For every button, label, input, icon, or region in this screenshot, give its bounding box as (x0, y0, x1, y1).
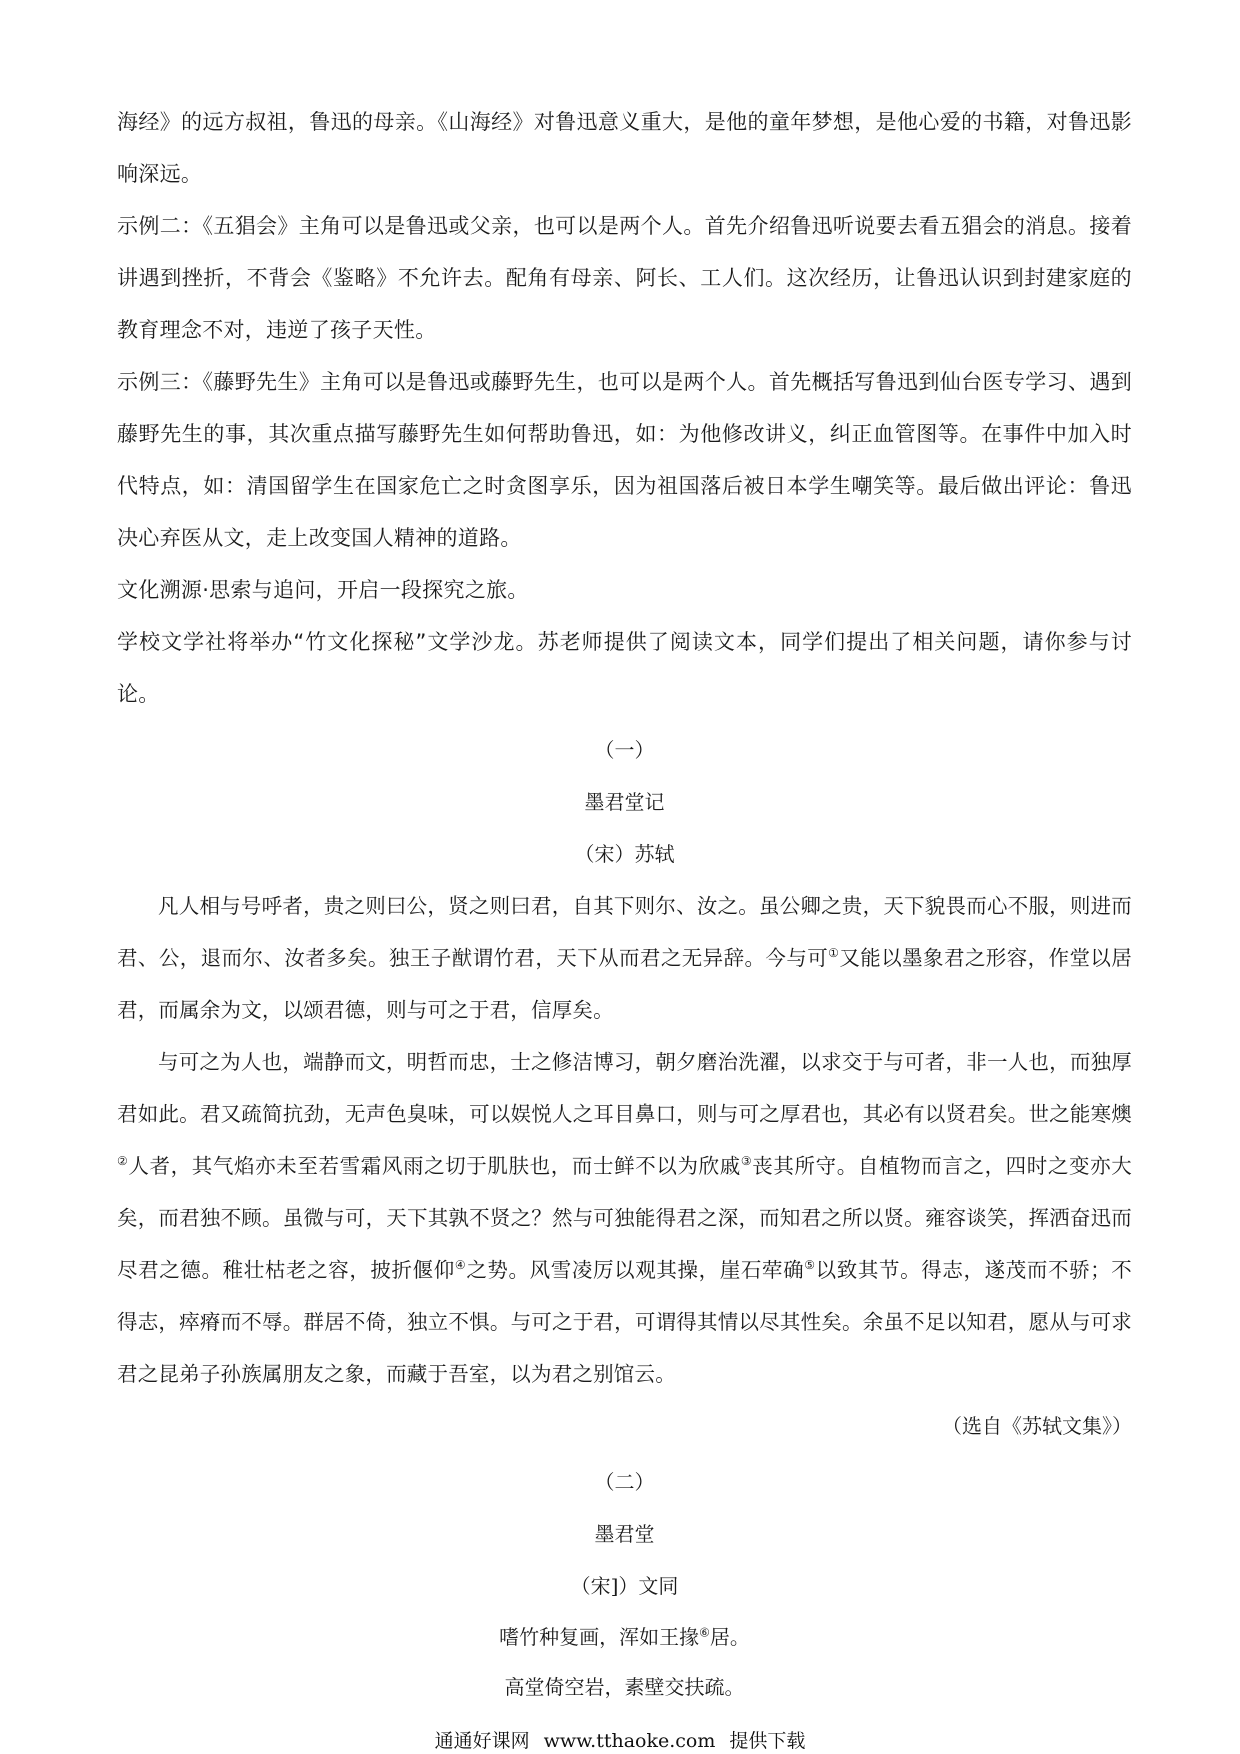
text-one-source: （选自《苏轼文集》） (942, 1414, 1132, 1438)
text-one-p2-part-d: 之势。风雪凌厉以观其操，崖石荦确 (466, 1258, 805, 1282)
text-one-title: 墨君堂记 (584, 790, 665, 814)
footnote-marker-4: ④ (454, 1258, 467, 1273)
text-one-p2-part-c: 丧其所守。自植物而言之，四时之变亦大矣，而君独不顾。虽微与可，天下其孰不贤之？然与可独能得君之深，而知君之所以贤。雍容谈笑，挥洒奋迅而尽君之德。稚壮枯老之容，披折偃仰 (117, 1154, 1132, 1282)
paragraph-example-two: 示例二：《五猖会》主角可以是鲁迅或父亲，也可以是两个人。首先介绍鲁迅听说要去看五猖会的消息。接着讲遇到挫折，不背会《鉴略》不允许去。配角有母亲、阿长、工人们。这次经历，让鲁迅认识到封建家庭的教育理念不对，违逆了孩子天性。 (117, 214, 1132, 342)
footnote-marker-3: ③ (740, 1154, 753, 1169)
text-one-p1-part-a: 凡人相与号呼者，贵之则曰公，贤之则曰君，自其下则尔、汝之。虽公卿之贵，天下貌畏而心不服，则进而君、公，退而尔、汝者多矣。独王子猷谓竹君，天下从而君之无异辞。今与可 (117, 894, 1132, 970)
text-one-p2-part-b: 人者，其气焰亦未至若雪霜风雨之切于肌肤也，而士鲜不以为欣戚 (128, 1154, 741, 1178)
poem-line-1 (117, 1612, 1132, 1662)
footer-tail-text: 提供下载 (729, 1730, 806, 1752)
paragraph-intro-continuation: 海经》的远方叔祖，鲁迅的母亲。《山海经》对鲁迅意义重大，是他的童年梦想，是他心爱的书籍，对鲁迅影响深远。 (117, 110, 1132, 186)
text-two-number: （二） (594, 1470, 655, 1494)
text-two-title: 墨君堂 (594, 1522, 655, 1546)
footer-site-name: 通通好课网 (434, 1730, 530, 1752)
text-one-author: （宋）苏轼 (574, 842, 675, 866)
document-body (117, 96, 1132, 1712)
footnote-marker-6: ⑥ (699, 1625, 710, 1640)
footnote-marker-2: ② (117, 1154, 129, 1169)
footnote-marker-1: ① (828, 946, 840, 961)
poem-line-1-part-b: 居。 (709, 1625, 750, 1649)
text-one-paragraph-1 (117, 880, 1132, 1036)
text-one-p1-part-b: 又能以墨象君之形容，作堂以居君，而属余为文，以颂君德，则与可之于君，信厚矣。 (117, 946, 1132, 1022)
text-two-author: （宋]）文同 (570, 1574, 679, 1598)
poem-line-1-part-a: 嗜竹种复画，浑如王掾 (499, 1625, 700, 1649)
paragraph-example-three: 示例三：《藤野先生》主角可以是鲁迅或藤野先生，也可以是两个人。首先概括写鲁迅到仙台医专学习、遇到藤野先生的事，其次重点描写藤野先生如何帮助鲁迅，如：为他修改讲义，纠正血管图等。在事件中加入时代特点，如：清国留学生在国家危亡之时贪图享乐，因为祖国落后被日本学生嘲笑等。最后做出评论：鲁迅决心弃医从文，走上改变国人精神的道路。 (117, 370, 1132, 550)
text-one-p2-part-a: 与可之为人也，端静而文，明哲而忠，士之修洁博习，朝夕磨治洗濯，以求交于与可者，非一人也，而独厚君如此。君又疏简抗劲，无声色臭味，可以娱悦人之耳目鼻口，则与可之厚君也，其必有以贤君矣。世之能寒燠 (117, 1050, 1132, 1126)
footnote-marker-5: ⑤ (804, 1258, 816, 1273)
page-footer (0, 1726, 1240, 1753)
footer-url-link[interactable]: www.tthaoke.com (543, 1730, 716, 1752)
paragraph-task-intro: 学校文学社将举办“竹文化探秘”文学沙龙。苏老师提供了阅读文本，同学们提出了相关问题，请你参与讨论。 (117, 630, 1132, 706)
text-one-number: （一） (594, 738, 655, 762)
text-one-p2-part-e: 以致其节。得志，遂茂而不骄；不得志，瘁瘠而不辱。群居不倚，独立不惧。与可之于君，可谓得其情以尽其性矣。余虽不足以知君，愿从与可求君之昆弟子孙族属朋友之象，而藏于吾室，以为君之别馆云。 (117, 1258, 1133, 1386)
section-heading: 文化溯源·思索与追问，开启一段探究之旅。 (117, 578, 529, 602)
text-one-paragraph-2 (117, 1036, 1132, 1400)
poem-line-2: 高堂倚空岩，素壁交扶疏。 (504, 1675, 745, 1699)
